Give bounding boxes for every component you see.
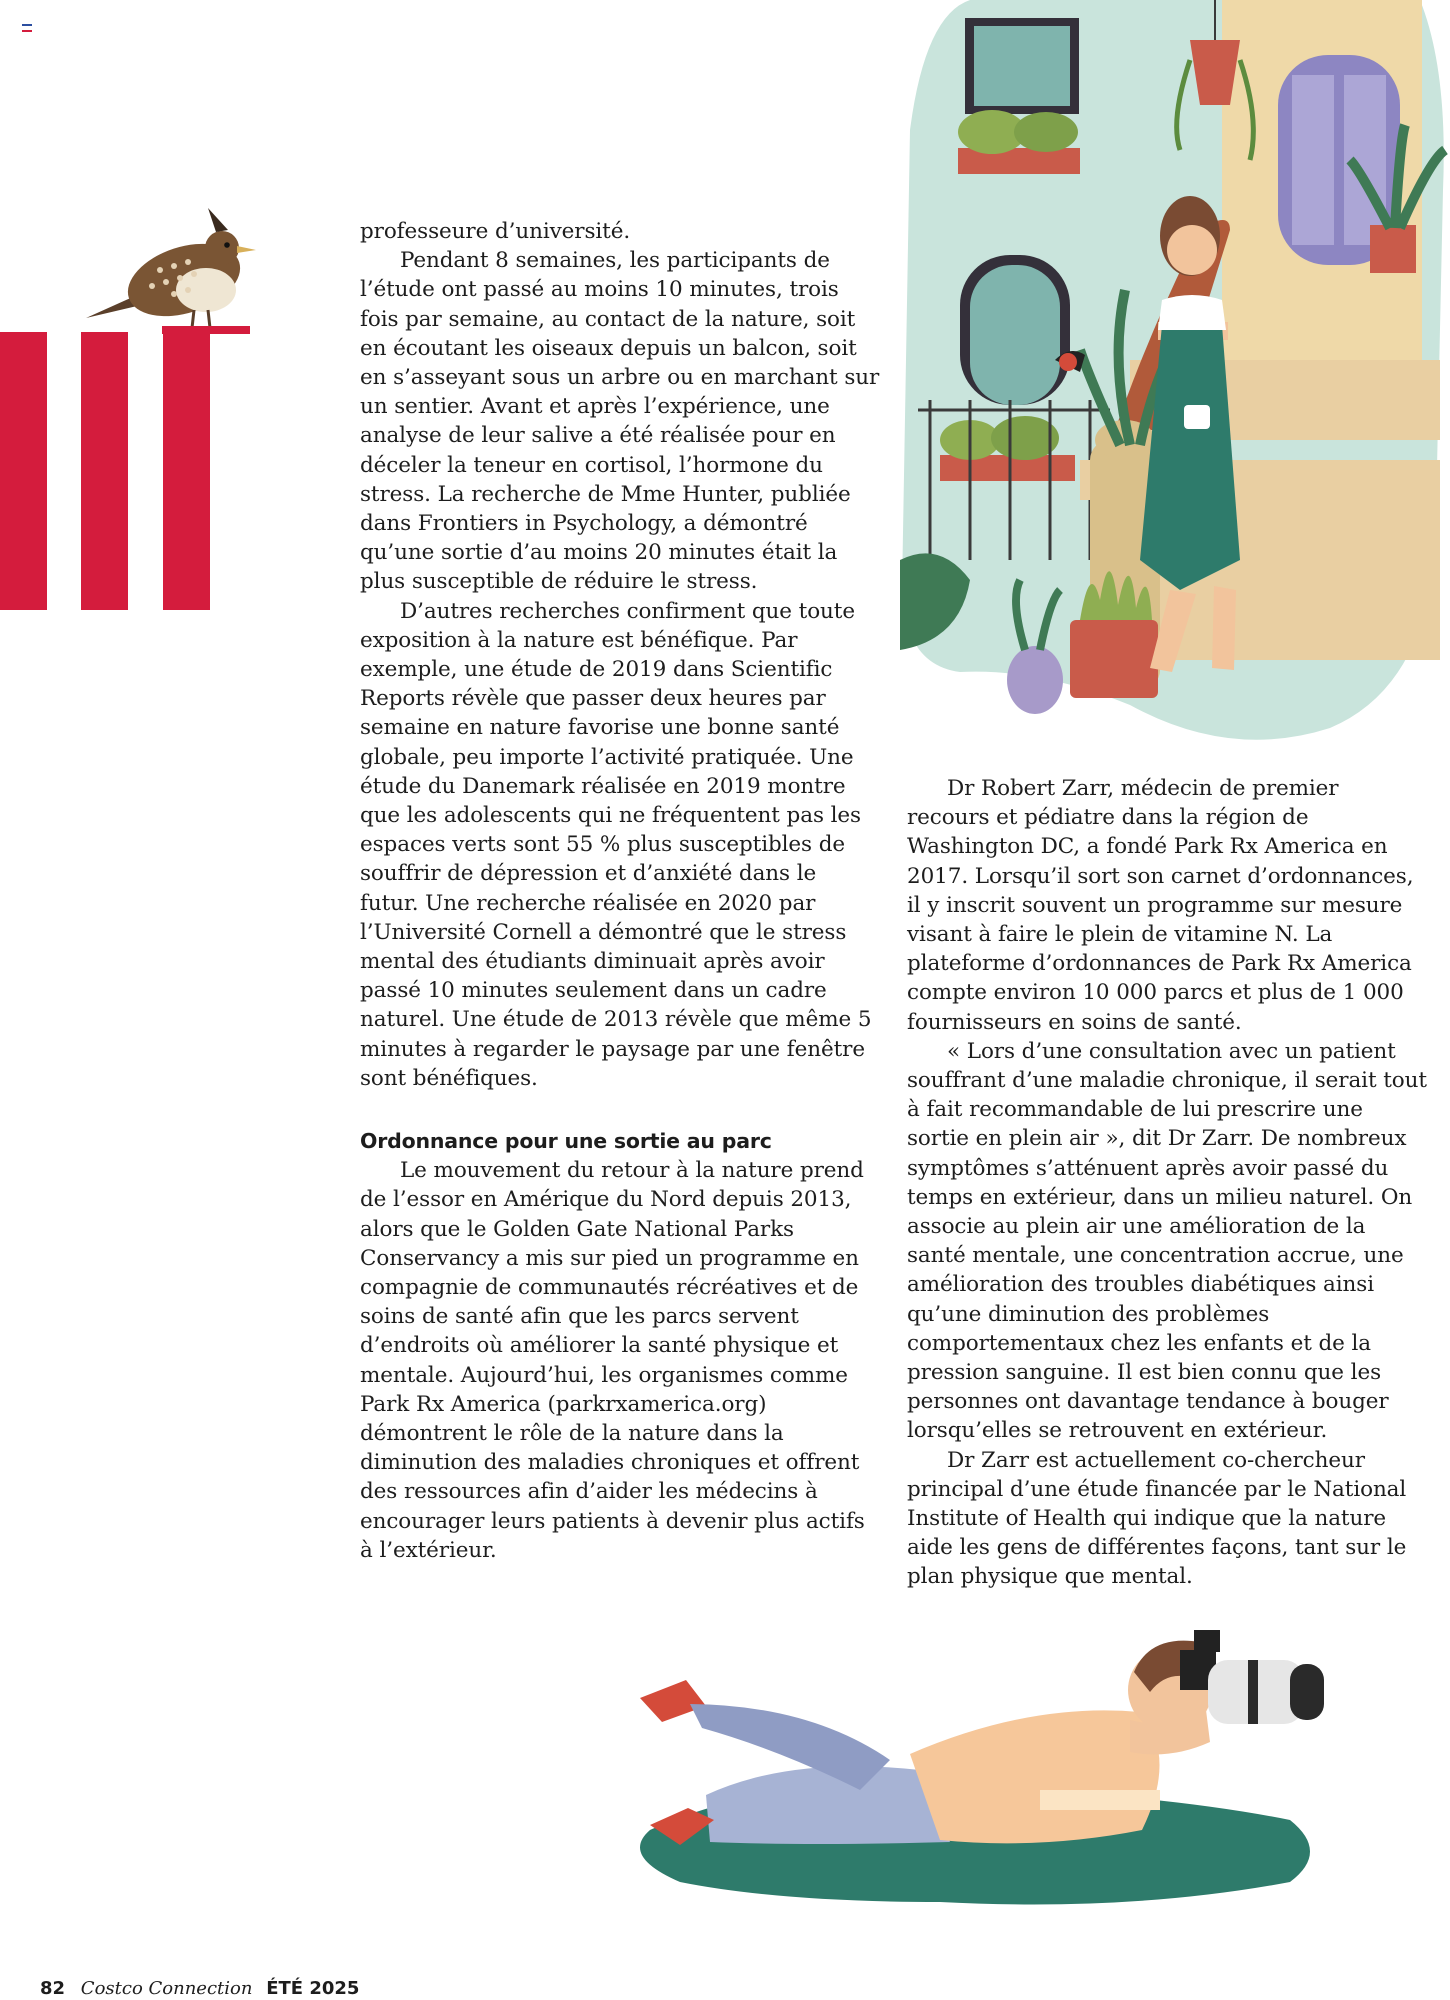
red-stripe	[81, 332, 128, 610]
perched-bird-illustration	[82, 206, 262, 336]
red-stripe	[0, 332, 47, 610]
section-heading: Ordonnance pour une sortie au parc	[360, 1129, 772, 1154]
red-stripe	[163, 332, 210, 610]
page-number: 82	[40, 1978, 66, 1999]
article-paragraph: Dr Robert Zarr, médecin de premier recours et pédiatre dans la région de Washington DC, a fondé Park Rx America en 2017. Lorsqu’il sort son carnet d’ordonnances, il y inscrit souvent un programme sur mesure visant à faire le plein de vitamine N. La plateforme d’ordonnances de Park Rx America compte environ 10 000 parcs et plus de 1 000 fournisseurs en soins de santé.	[907, 776, 1414, 1035]
article-paragraph: professeure d’université.	[360, 219, 631, 244]
article-paragraph: Le mouvement du retour à la nature prend de l’essor en Amérique du Nord depuis 2013, alors que le Golden Gate National Parks Conservancy a mis sur pied un programme en compagnie de communautés récréatives et de soins de santé afin que les parcs servent d’endroits où améliorer la santé physique et mentale. Aujourd’hui, les organismes comme Park Rx America (parkrxamerica.org) démontrent le rôle de la nature dans la diminution des maladies chroniques et offrent des ressources afin d’aider les médecins à encourager leurs patients à devenir plus actifs à l’extérieur.	[360, 1158, 865, 1563]
article-paragraph: D’autres recherches confirment que toute exposition à la nature est bénéfique. Par exemple, une étude de 2019 dans Scientific Reports révèle que passer deux heures par semaine en nature favorise une bonne santé globale, peu importe l’activité pratiquée. Une étude du Danemark réalisée en 2019 montre que les adolescents qui ne fréquentent pas les espaces verts sont 55 % plus susceptibles de souffrir de dépression et d’anxiété dans le futur. Une recherche réalisée en 2020 par l’Université Cornell a démontré que le stress mental des étudiants diminuait après avoir passé 10 minutes seulement dans un cadre naturel. Une étude de 2013 révèle que même 5 minutes à regarder le paysage par une fenêtre sont bénéfiques.	[360, 598, 872, 1091]
article-column-left	[360, 217, 880, 1565]
woman-on-stairs-illustration	[900, 0, 1450, 745]
magazine-title: Costco Connection	[80, 1978, 253, 1999]
article-paragraph: Pendant 8 semaines, les participants de l’étude ont passé au moins 10 minutes, trois fois par semaine, au contact de la nature, soit en écoutant les oiseaux depuis un balcon, soit en s’asseyant sous un arbre ou en marchant sur un sentier. Avant et après l’expérience, une analyse de leur salive a été réalisée pour en déceler la teneur en cortisol, l’hormone du stress. La recherche de Mme Hunter, publiée dans Frontiers in Psychology, a démontré qu’une sortie d’au moins 20 minutes était la plus susceptible de réduire le stress.	[360, 248, 880, 595]
article-paragraph: Dr Zarr est actuellement co-chercheur principal d’une étude financée par le National Institute of Health qui indique que la nature aide les gens de différentes façons, tant sur le plan physique que mental.	[907, 1447, 1407, 1590]
photographer-lying-illustration	[610, 1620, 1350, 1920]
language-flag-icon	[22, 24, 32, 31]
article-paragraph: « Lors d’une consultation avec un patient souffrant d’une maladie chronique, il serait tout à fait recommandable de lui prescrire une sortie en plein air », dit Dr Zarr. De nombreux symptômes s’atténuent après avoir passé du temps en extérieur, dans un milieu naturel. On associe au plein air une amélioration de la santé mentale, une concentration accrue, une amélioration des troubles diabétiques ainsi qu’une diminution des problèmes comportementaux chez les enfants et de la pression sanguine. Il est bien connu que les personnes ont davantage tendance à bouger lorsqu’elles se retrouvent en extérieur.	[907, 1038, 1427, 1444]
article-column-right	[907, 774, 1427, 1592]
issue-label: ÉTÉ 2025	[266, 1978, 360, 1999]
page-footer	[40, 1978, 359, 1999]
